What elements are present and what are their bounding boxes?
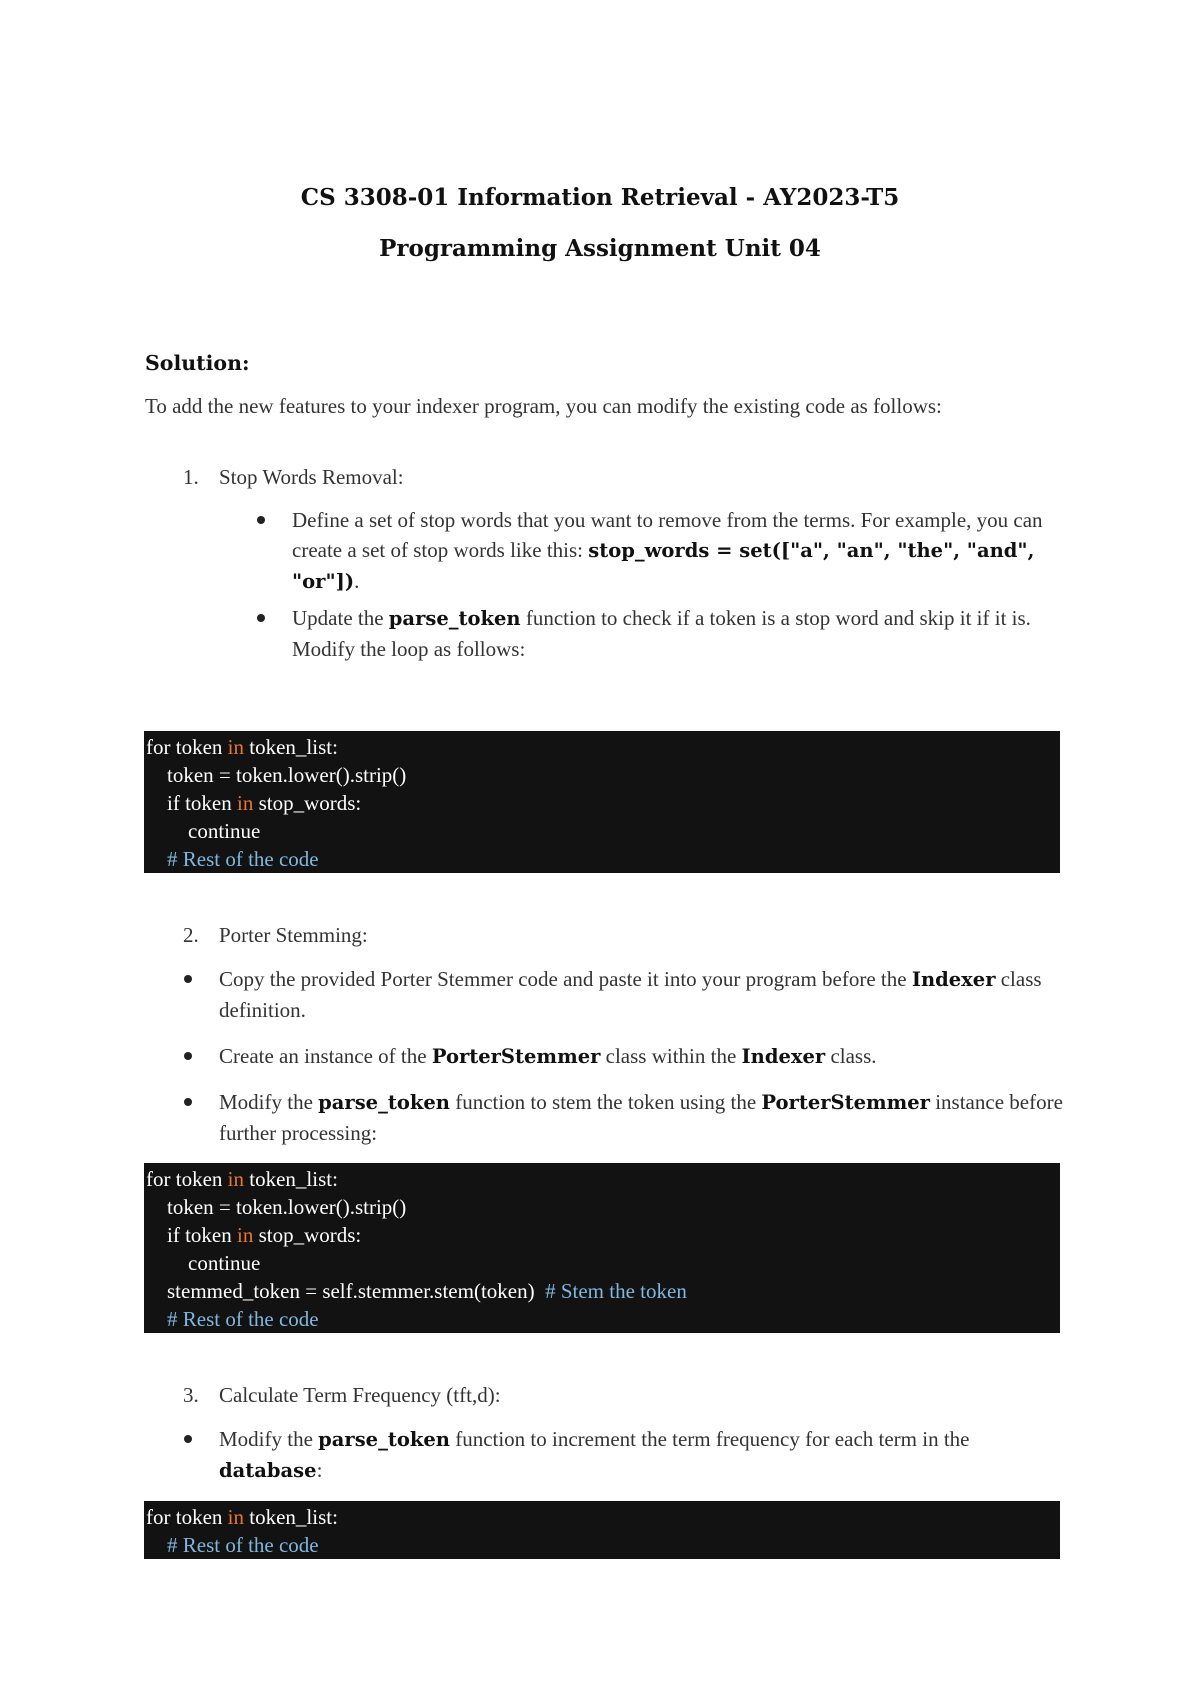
section-3-heading: 3. Calculate Term Frequency (tft,d): <box>183 1383 501 1407</box>
section-1-bullet-1: Define a set of stop words that you want to remove from the terms. For example, you can create a set of stop words like this: stop_words = set(["a", "an", "the", "and", "or"]). <box>292 505 1062 597</box>
code-line: token = token.lower().strip() <box>146 763 407 787</box>
code-line: if token in stop_words: <box>146 1223 362 1247</box>
section-2-bullet-2: Create an instance of the PorterStemmer class within the Indexer class. <box>219 1041 1064 1072</box>
code-comment: # Rest of the code <box>146 1533 319 1557</box>
section-1-bullet-2: Update the parse_token function to check if a token is a stop word and skip it if it is. Modify the loop as follows: <box>292 603 1062 664</box>
code-line: if token in stop_words: <box>146 791 362 815</box>
intro-paragraph: To add the new features to your indexer program, you can modify the existing code as follows: <box>145 394 942 418</box>
code-comment: # Rest of the code <box>146 847 319 871</box>
code-comment: # Rest of the code <box>146 1307 319 1331</box>
code-line: for token in token_list: <box>146 735 338 759</box>
code-line: token = token.lower().strip() <box>146 1195 407 1219</box>
section-2-bullet-1: Copy the provided Porter Stemmer code and paste it into your program before the Indexer class definition. <box>219 964 1064 1025</box>
bullet-icon <box>257 516 265 524</box>
document-title: CS 3308-01 Information Retrieval - AY2023-T5 <box>300 184 900 211</box>
document-subtitle: Programming Assignment Unit 04 <box>379 235 821 262</box>
bullet-icon <box>184 1098 192 1106</box>
section-2-heading: 2. Porter Stemming: <box>183 923 368 947</box>
code-line: for token in token_list: <box>146 1505 338 1529</box>
section-2-bullet-3: Modify the parse_token function to stem the token using the PorterStemmer instance before further processing: <box>219 1087 1064 1148</box>
bullet-icon <box>184 975 192 983</box>
bullet-icon <box>184 1435 192 1443</box>
solution-heading: Solution: <box>145 351 250 375</box>
code-line: continue <box>146 1251 261 1275</box>
code-line: stemmed_token = self.stemmer.stem(token) # Stem the token <box>146 1279 687 1303</box>
code-line: for token in token_list: <box>146 1167 338 1191</box>
code-block-1 <box>144 731 1060 873</box>
code-block-3 <box>144 1501 1060 1559</box>
bullet-icon <box>257 614 265 622</box>
bullet-icon <box>184 1052 192 1060</box>
section-3-bullet-1: Modify the parse_token function to increment the term frequency for each term in the database: <box>219 1424 1064 1486</box>
section-1-heading: 1. Stop Words Removal: <box>183 465 404 489</box>
code-block-2 <box>144 1163 1060 1333</box>
code-line: continue <box>146 819 261 843</box>
